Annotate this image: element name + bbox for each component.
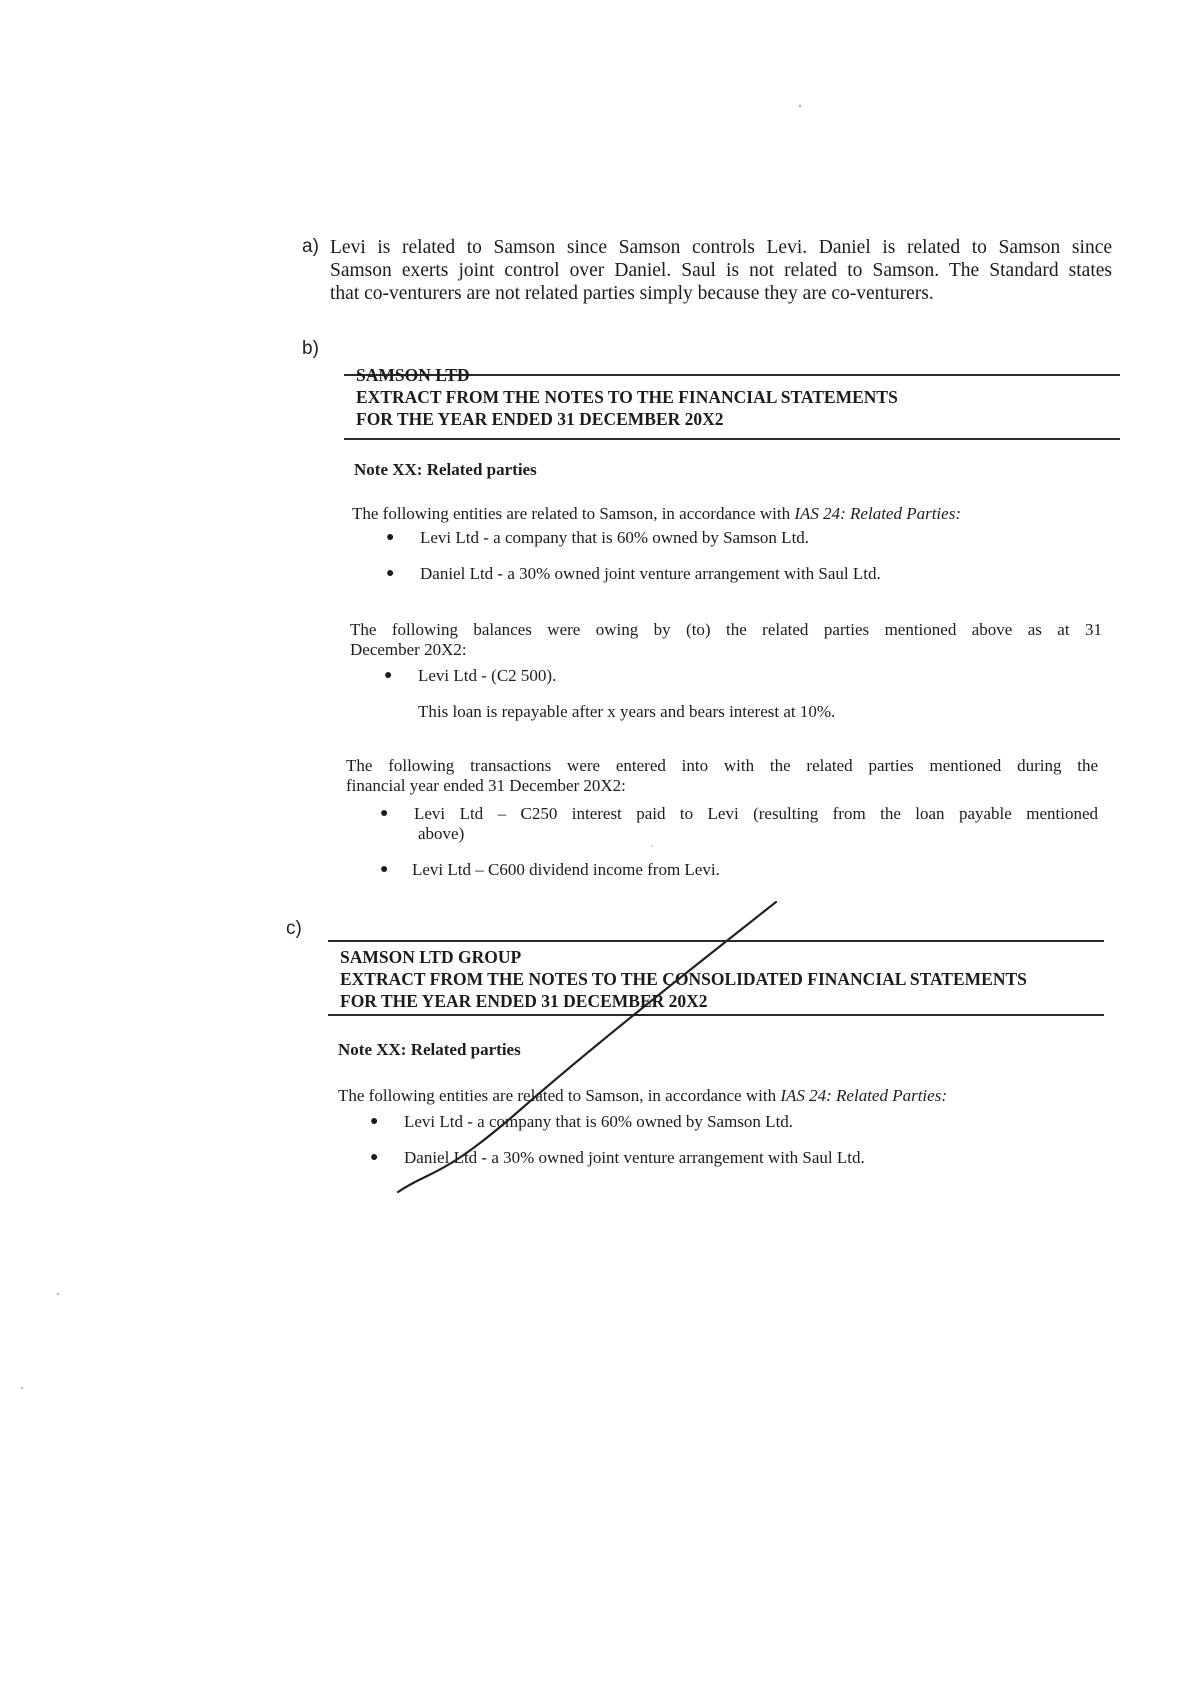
- bullet-icon: ●: [370, 1114, 379, 1129]
- section-c-heading-period: FOR THE YEAR ENDED 31 DECEMBER 20X2: [340, 991, 708, 1011]
- section-c-intro-text: The following entities are related to Samson, in accordance with: [338, 1086, 781, 1105]
- section-b-transactions-intro-line: financial year ended 31 December 20X2:: [346, 776, 626, 795]
- section-b-balance-detail: This loan is repayable after x years and bears interest at 10%.: [418, 702, 836, 721]
- bullet-icon: ●: [380, 862, 389, 877]
- bullet-icon: ●: [370, 1150, 379, 1165]
- section-b-transaction-line: Levi Ltd – C250 interest paid to Levi (resulting from the loan payable mentioned: [414, 804, 1098, 823]
- section-a-line: Levi is related to Samson since Samson controls Levi. Daniel is related to Samson since: [330, 237, 1112, 258]
- bullet-icon: ●: [386, 566, 395, 581]
- section-b-entity-item: Daniel Ltd - a 30% owned joint venture arrangement with Saul Ltd.: [420, 564, 881, 583]
- section-b-transaction-item: Levi Ltd – C600 dividend income from Levi.: [412, 860, 720, 879]
- section-b-heading-period: FOR THE YEAR ENDED 31 DECEMBER 20X2: [356, 409, 724, 429]
- section-b-transaction-line: above): [418, 824, 465, 843]
- section-c-entity-item: Daniel Ltd - a 30% owned joint venture arrangement with Saul Ltd.: [404, 1148, 865, 1167]
- section-b-heading-extract: EXTRACT FROM THE NOTES TO THE FINANCIAL STATEMENTS: [356, 387, 898, 407]
- section-c-marker: c): [286, 918, 302, 939]
- bullet-icon: ●: [384, 668, 393, 683]
- section-a-marker: a): [302, 236, 319, 257]
- section-b-marker: b): [302, 338, 319, 359]
- section-b-entity-item: Levi Ltd - a company that is 60% owned by Samson Ltd.: [420, 528, 810, 547]
- bullet-icon: ●: [386, 530, 395, 545]
- section-c-note-title: Note XX: Related parties: [338, 1040, 521, 1059]
- bullet-icon: ●: [380, 806, 389, 821]
- section-b-heading-company: SAMSON LTD: [356, 365, 470, 385]
- section-c-entity-item: Levi Ltd - a company that is 60% owned by Samson Ltd.: [404, 1112, 794, 1131]
- section-c-heading-company: SAMSON LTD GROUP: [340, 947, 522, 967]
- section-b-intro-text: The following entities are related to Samson, in accordance with: [352, 504, 795, 523]
- section-b-balance-item: Levi Ltd - (C2 500).: [418, 666, 557, 685]
- section-c-intro-standard: IAS 24: Related Parties:: [780, 1086, 947, 1105]
- section-c-heading-extract: EXTRACT FROM THE NOTES TO THE CONSOLIDATED FINANCIAL STATEMENTS: [340, 969, 1027, 989]
- section-b-transactions-intro-line: The following transactions were entered into with the related parties mentioned during the: [346, 756, 1098, 775]
- section-b-intro-standard: IAS 24: Related Parties:: [794, 504, 961, 523]
- section-b-note-title: Note XX: Related parties: [354, 460, 537, 479]
- section-a-line: that co-venturers are not related parties simply because they are co-venturers.: [330, 283, 934, 304]
- section-b-balances-intro-line: December 20X2:: [350, 640, 467, 659]
- section-a-line: Samson exerts joint control over Daniel. Saul is not related to Samson. The Standard states: [330, 260, 1112, 281]
- section-b-balances-intro-line: The following balances were owing by (to) the related parties mentioned above as at 31: [350, 620, 1102, 639]
